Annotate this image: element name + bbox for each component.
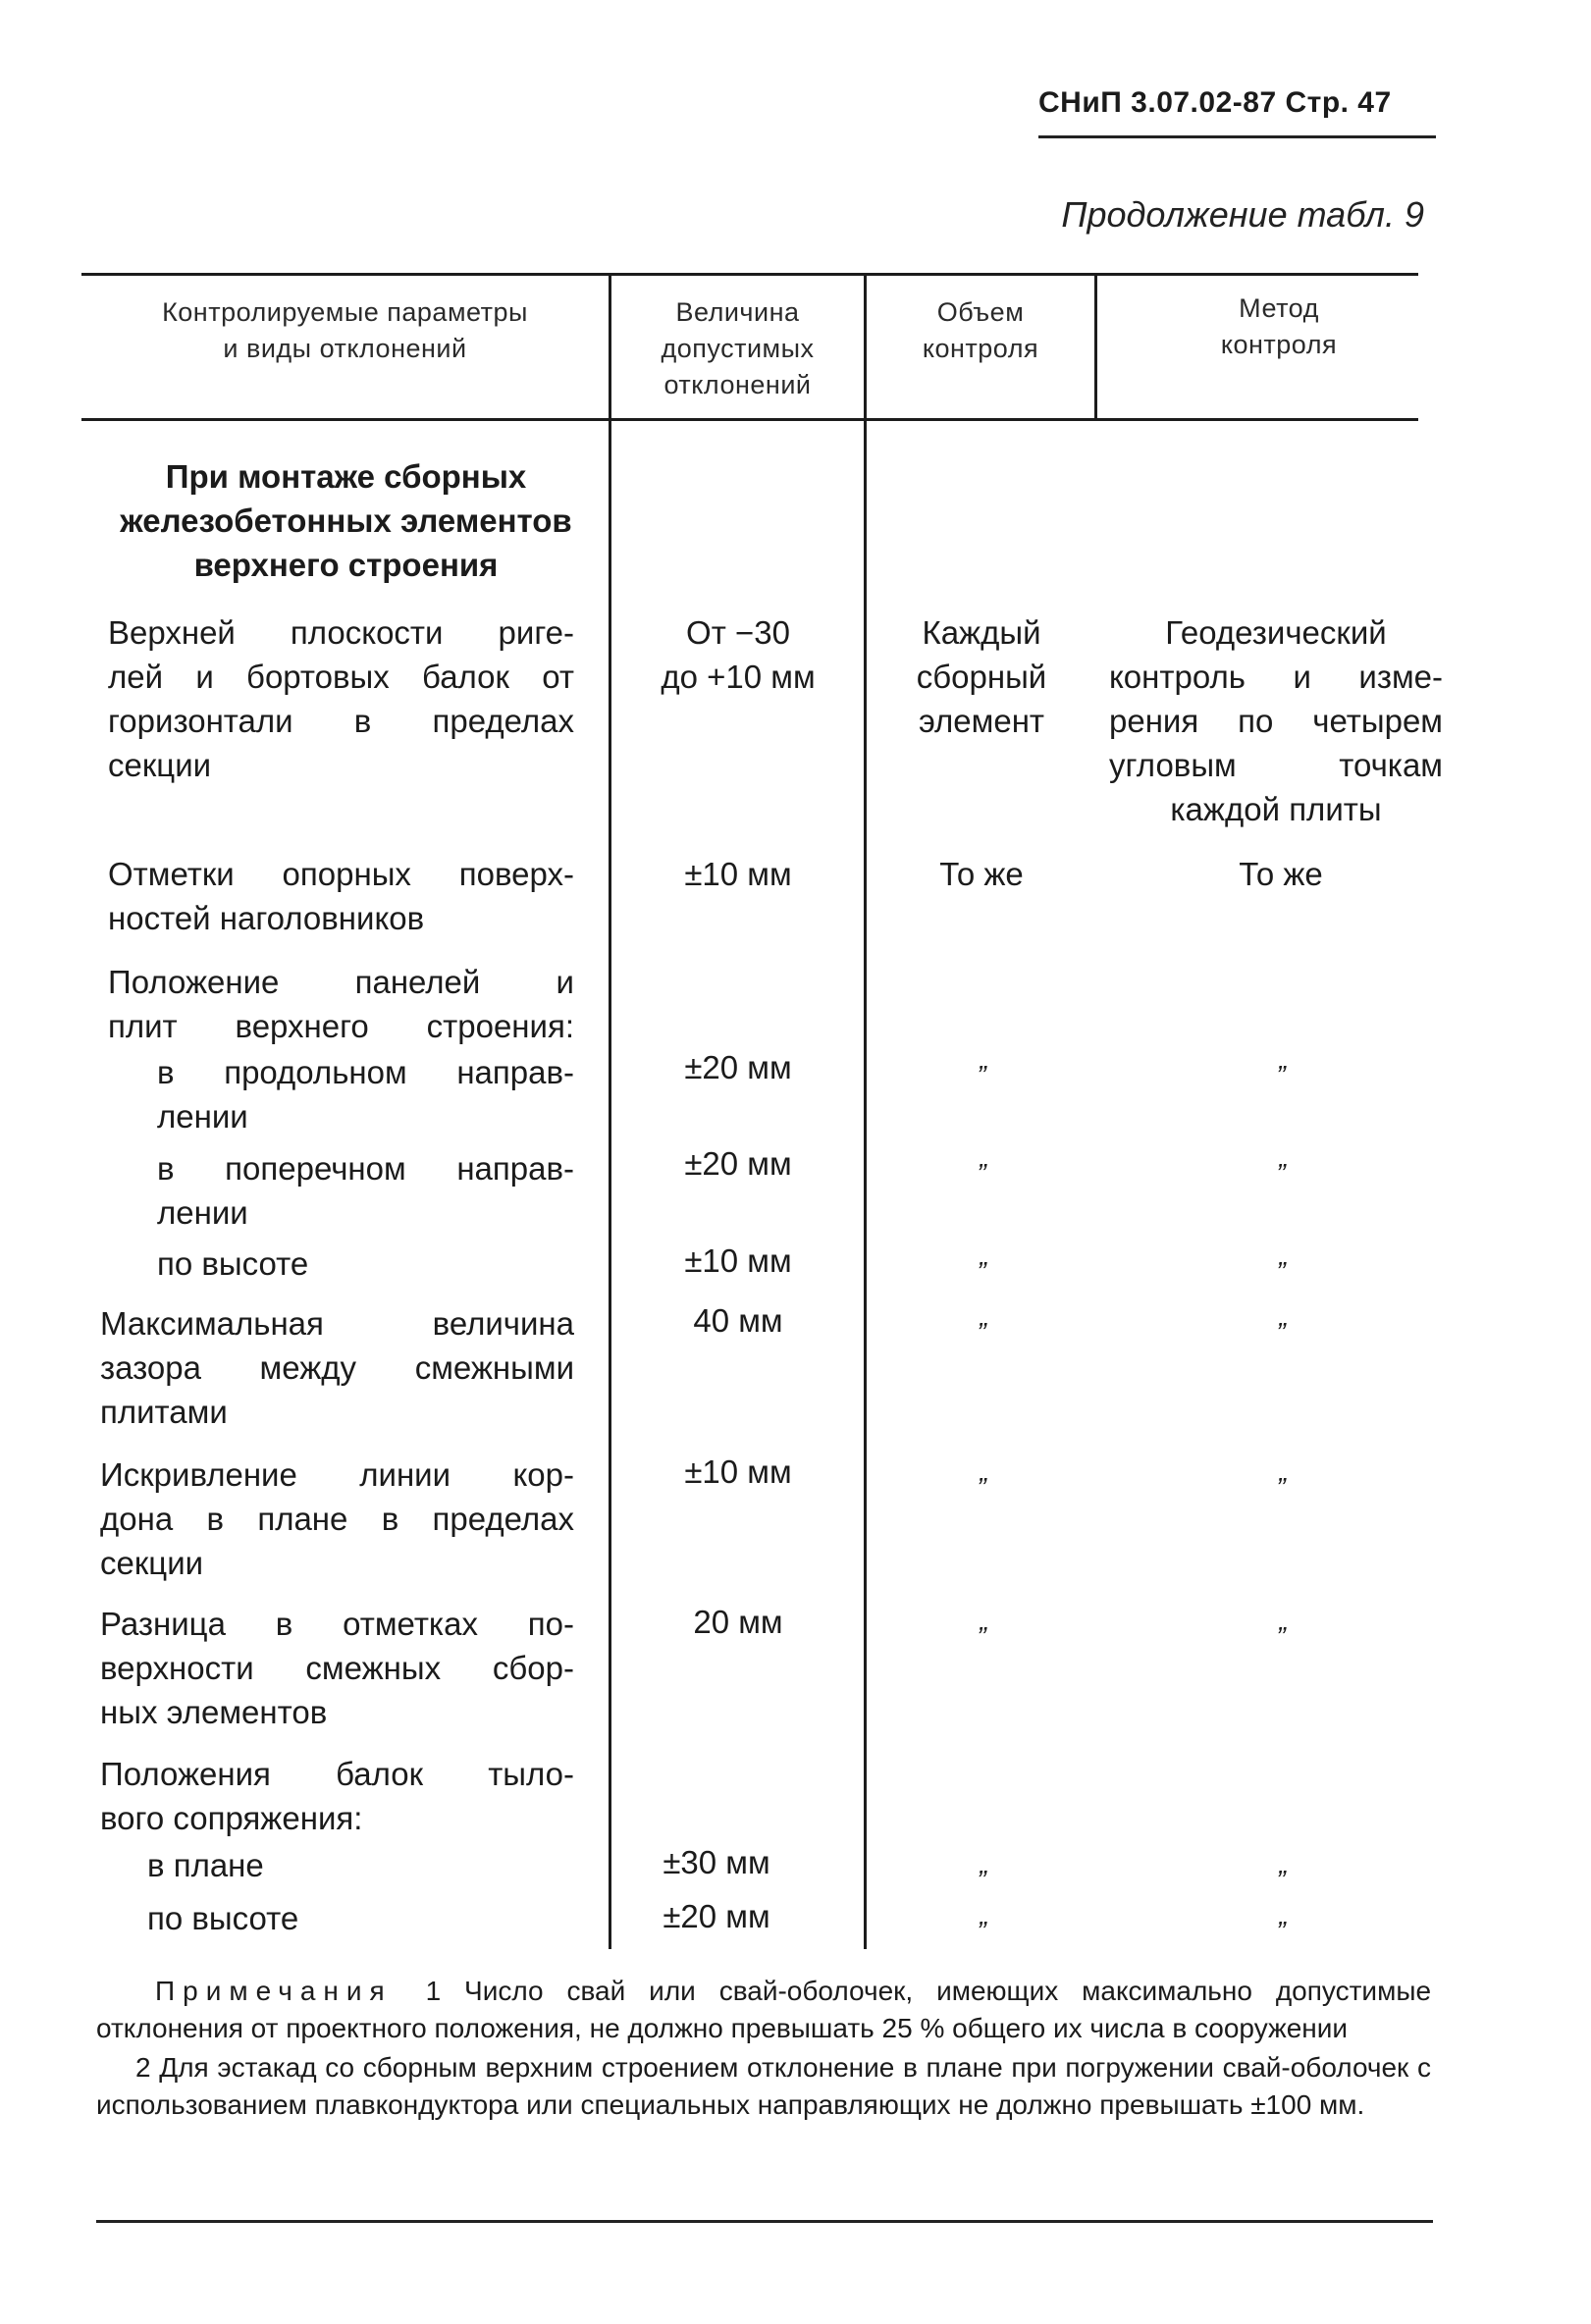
ditto-mark: ” (1276, 1060, 1286, 1090)
ditto-mark: ” (977, 1865, 986, 1895)
scope-cell: Каждый сборный элемент (916, 614, 1047, 739)
method-cell: То же (1239, 856, 1323, 892)
ditto-mark: ” (977, 1317, 986, 1347)
tolerance-cell: ±10 мм (684, 856, 792, 892)
ditto-mark: ” (977, 1621, 986, 1652)
ditto-mark: ” (977, 1472, 986, 1503)
column-header-scope: Объем контроля (922, 297, 1039, 363)
ditto-mark: ” (1276, 1865, 1286, 1895)
table-row: Положения балок тыло- вого сопряжения: (100, 1756, 574, 1836)
table-row: Отметки опорных поверх- ностей наголовников (108, 856, 574, 936)
tolerance-cell: ±10 мм (684, 1242, 792, 1279)
table-row: в продольном направ- лении (157, 1054, 574, 1135)
column-divider-2 (864, 273, 867, 1949)
section-title: При монтаже сборных железобетонных элементов верхнего строения (120, 458, 572, 583)
table-row: Верхней плоскости риге- лей и бортовых балок от горизонтали в пределах секции (108, 614, 574, 783)
tolerance-cell: 40 мм (693, 1302, 783, 1339)
tolerance-cell: ±20 мм (684, 1145, 792, 1182)
page-header-title: СНиП 3.07.02-87 Стр. 47 (1038, 86, 1392, 119)
column-divider-1 (609, 273, 611, 1949)
tolerance-cell: 20 мм (693, 1604, 783, 1640)
tolerance-cell: ±20 мм (663, 1898, 770, 1934)
scope-cell: То же (939, 856, 1024, 892)
column-header-method: Метод контроля (1220, 293, 1338, 359)
table-header-bottom-rule (81, 418, 1418, 421)
ditto-mark: ” (1276, 1158, 1286, 1188)
header-rule (1038, 135, 1436, 138)
ditto-mark: ” (1276, 1317, 1286, 1347)
table-continuation-label: Продолжение табл. 9 (1061, 194, 1424, 235)
column-header-tolerance: Величина допустимых отклонений (661, 297, 815, 399)
ditto-mark: ” (977, 1060, 986, 1090)
table-row: Положение панелей и плит верхнего строения: (108, 964, 574, 1044)
note-2: 2 Для эстакад со сборным верхним строением отклонение в плане при погружении свай-оболочек с использованием плавкондуктора или специальных направляющих не должно превышать ±100 мм. (96, 2052, 1431, 2120)
bottom-rule (96, 2220, 1433, 2223)
ditto-mark: ” (977, 1158, 986, 1188)
table-row: в плане (147, 1847, 264, 1883)
tolerance-cell: От −30 до +10 мм (661, 614, 816, 695)
column-header-parameters: Контролируемые параметры и виды отклонений (162, 297, 528, 363)
table-row: Искривление линии кор- дона в плане в пределах секции (100, 1456, 574, 1581)
table-row: Разница в отметках по- верхности смежных сбор- ных элементов (100, 1606, 574, 1730)
table-row: по высоте (147, 1900, 299, 1936)
ditto-mark: ” (1276, 1472, 1286, 1503)
table-top-rule (81, 273, 1418, 276)
note-1: Примечания 1 Число свай или свай-оболочек, имеющих максимально допустимые отклонения от проектного положения, не должно превышать 25 % общего их числа в сооружении (96, 1976, 1432, 2043)
table-notes (96, 1973, 1431, 2124)
method-cell: Геодезический контроль и изме- рения по четырем угловым точкам каждой плиты (1109, 614, 1443, 827)
table-row: Максимальная величина зазора между смежными плитами (100, 1305, 574, 1430)
tolerance-cell: ±30 мм (663, 1844, 770, 1880)
ditto-mark: ” (1276, 1916, 1286, 1946)
table-row: по высоте (157, 1245, 309, 1282)
ditto-mark: ” (977, 1256, 986, 1287)
tolerance-cell: ±20 мм (684, 1049, 792, 1085)
ditto-mark: ” (977, 1916, 986, 1946)
ditto-mark: ” (1276, 1621, 1286, 1652)
notes-label: Примечания (155, 1976, 393, 2006)
ditto-mark: ” (1276, 1256, 1286, 1287)
table-row: в поперечном направ- лении (157, 1150, 574, 1231)
tolerance-cell: ±10 мм (684, 1453, 792, 1490)
